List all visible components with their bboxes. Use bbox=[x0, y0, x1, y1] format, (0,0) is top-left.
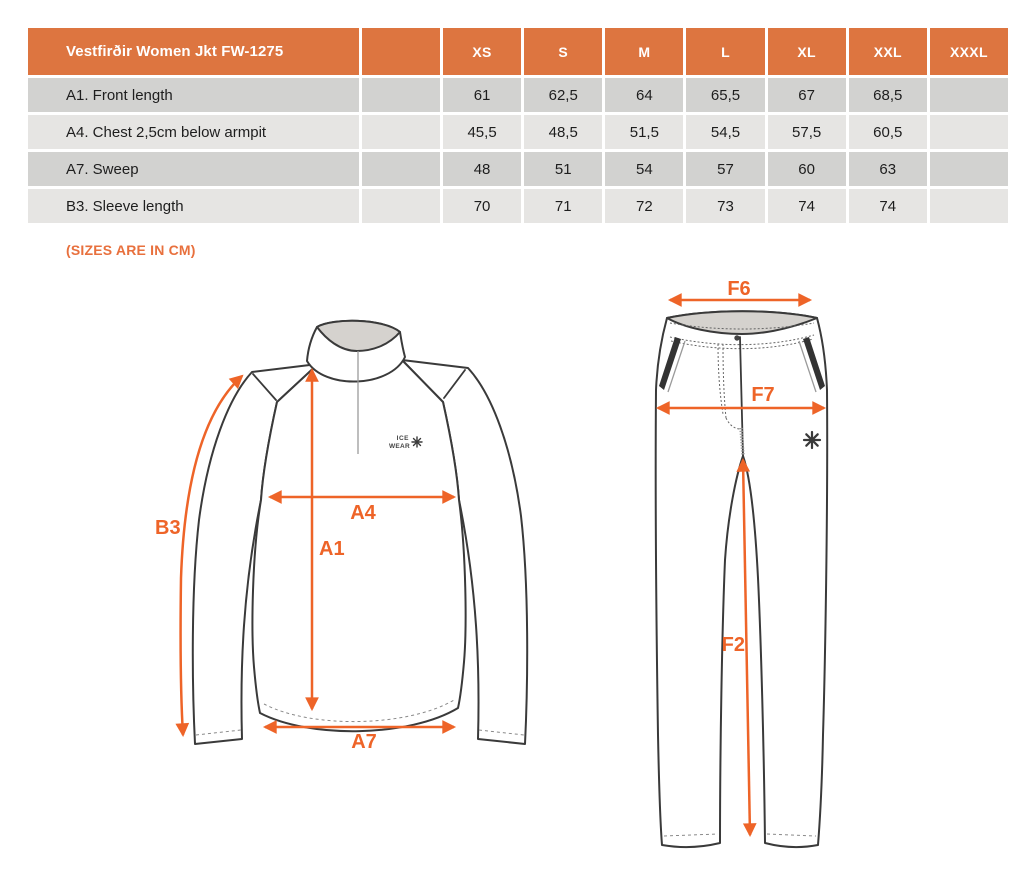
size-value bbox=[930, 78, 1008, 112]
measurement-label: B3. Sleeve length bbox=[28, 189, 359, 223]
header-spacer-cell bbox=[362, 28, 440, 75]
waist-button bbox=[734, 335, 739, 340]
size-value: 48 bbox=[443, 152, 521, 186]
jacket-body bbox=[252, 360, 465, 731]
product-title-cell: Vestfirðir Women Jkt FW-1275 bbox=[28, 28, 359, 75]
size-value: 67 bbox=[768, 78, 846, 112]
size-col-header-xxxl: XXXL bbox=[930, 28, 1008, 75]
label-f7: F7 bbox=[751, 384, 775, 406]
size-col-header-s: S bbox=[524, 28, 602, 75]
size-chart-table bbox=[28, 28, 1008, 223]
icewear-logo-line1: ICE bbox=[396, 435, 409, 442]
size-value: 68,5 bbox=[849, 78, 927, 112]
pants-diagram bbox=[640, 280, 870, 860]
size-value: 57,5 bbox=[768, 115, 846, 149]
icewear-snowflake-icon bbox=[412, 437, 422, 447]
size-value bbox=[930, 189, 1008, 223]
size-value: 74 bbox=[768, 189, 846, 223]
size-value: 60 bbox=[768, 152, 846, 186]
label-a7: A7 bbox=[351, 731, 377, 753]
size-col-header-xs: XS bbox=[443, 28, 521, 75]
label-a1: A1 bbox=[319, 538, 345, 560]
size-col-header-xxl: XXL bbox=[849, 28, 927, 75]
size-value: 72 bbox=[605, 189, 683, 223]
size-value: 48,5 bbox=[524, 115, 602, 149]
size-col-header-xl: XL bbox=[768, 28, 846, 75]
table-spacer-cell bbox=[362, 115, 440, 149]
measurement-label: A7. Sweep bbox=[28, 152, 359, 186]
size-value: 62,5 bbox=[524, 78, 602, 112]
size-value: 60,5 bbox=[849, 115, 927, 149]
snowflake-icon bbox=[804, 432, 820, 448]
size-value: 73 bbox=[686, 189, 764, 223]
size-value: 51 bbox=[524, 152, 602, 186]
size-value: 61 bbox=[443, 78, 521, 112]
label-b3: B3 bbox=[155, 517, 181, 539]
size-value: 54,5 bbox=[686, 115, 764, 149]
jacket-diagram bbox=[140, 292, 640, 792]
size-col-header-m: M bbox=[605, 28, 683, 75]
size-value: 74 bbox=[849, 189, 927, 223]
size-value: 54 bbox=[605, 152, 683, 186]
measurement-label: A4. Chest 2,5cm below armpit bbox=[28, 115, 359, 149]
size-value: 63 bbox=[849, 152, 927, 186]
label-a4: A4 bbox=[350, 502, 376, 524]
sizes-in-cm-note: (SIZES ARE IN CM) bbox=[66, 242, 196, 258]
size-value: 70 bbox=[443, 189, 521, 223]
size-value: 71 bbox=[524, 189, 602, 223]
measurement-label: A1. Front length bbox=[28, 78, 359, 112]
icewear-logo-line2: WEAR bbox=[388, 443, 410, 450]
table-spacer-cell bbox=[362, 152, 440, 186]
label-f2: F2 bbox=[721, 634, 745, 656]
size-value bbox=[930, 152, 1008, 186]
size-col-header-l: L bbox=[686, 28, 764, 75]
table-spacer-cell bbox=[362, 78, 440, 112]
size-value: 51,5 bbox=[605, 115, 683, 149]
table-spacer-cell bbox=[362, 189, 440, 223]
size-value: 57 bbox=[686, 152, 764, 186]
size-value: 64 bbox=[605, 78, 683, 112]
size-value: 45,5 bbox=[443, 115, 521, 149]
size-value bbox=[930, 115, 1008, 149]
label-f6: F6 bbox=[727, 280, 751, 300]
size-value: 65,5 bbox=[686, 78, 764, 112]
